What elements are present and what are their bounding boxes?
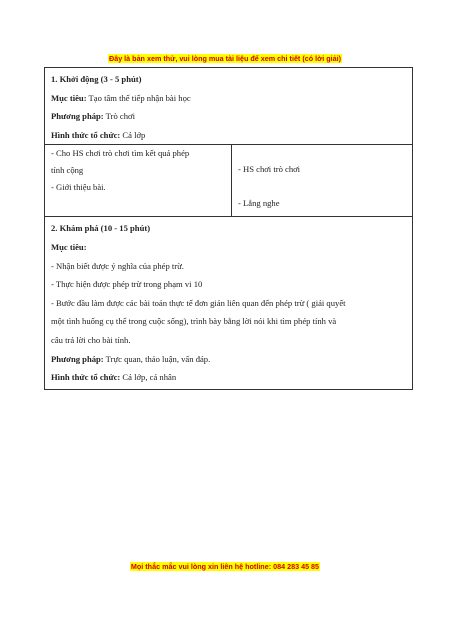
section-warmup <box>45 68 412 144</box>
method-line <box>51 107 406 126</box>
form-line <box>51 126 406 145</box>
form-label: Hình thức tổ chức: <box>51 372 121 383</box>
objective-item: - Bước đầu làm được các bài toán thực tế đơn giản liên quan đến phép trừ ( giải quyết <box>51 297 346 308</box>
objective-item: một tình huống cụ thể trong cuộc sống), trình bày bằng lời nói khi tìm phép tính và <box>51 316 337 327</box>
hotline-notice-text: Mọi thắc mắc vui lòng xin liên hệ hotline: 084 283 45 85 <box>130 562 320 571</box>
method-value: Trực quan, thảo luận, vấn đáp. <box>103 353 211 364</box>
objective-item: - Nhận biết được ý nghĩa của phép trừ. <box>51 260 184 271</box>
student-activity-cell <box>232 145 412 216</box>
form-line <box>51 368 406 387</box>
form-value: Cả lớp <box>120 129 146 140</box>
objective-label: Mục tiêu: <box>51 241 87 252</box>
preview-notice-text: Đây là bản xem thử, vui lòng mua tài liệu để xem chi tiết (có lời giải) <box>109 54 341 63</box>
objective-line <box>51 89 406 108</box>
section-explore <box>45 217 412 388</box>
objective-item: câu trả lời cho bài tính. <box>51 334 131 345</box>
teacher-activity-line: - Cho HS chơi trò chơi tìm kết quả phép <box>51 148 190 159</box>
form-value: Cả lớp, cá nhân <box>120 372 177 383</box>
objective-label: Mục tiêu: <box>51 92 87 103</box>
form-label: Hình thức tổ chức: <box>51 129 121 140</box>
activity-row <box>45 144 412 217</box>
objective-value: Tạo tâm thế tiếp nhận bài học <box>86 92 191 103</box>
teacher-activity-line: - Giới thiệu bài. <box>51 182 106 193</box>
student-activity-line: - Lắng nghe <box>238 197 280 208</box>
hotline-notice-banner <box>0 562 450 571</box>
method-line <box>51 350 406 369</box>
student-activity-line: - HS chơi trò chơi <box>238 164 301 175</box>
method-label: Phương pháp: <box>51 111 104 122</box>
teacher-activity-cell <box>45 145 232 216</box>
method-value: Trò chơi <box>103 111 135 122</box>
teacher-activity-line: tính cộng <box>51 165 84 176</box>
section-title: 1. Khởi động (3 - 5 phút) <box>51 74 142 84</box>
preview-notice-banner <box>0 54 450 63</box>
method-label: Phương pháp: <box>51 353 104 364</box>
section-title: 2. Khám phá (10 - 15 phút) <box>51 223 151 234</box>
objective-item: - Thực hiện được phép trừ trong phạm vi 10 <box>51 279 203 290</box>
lesson-table <box>44 67 413 390</box>
